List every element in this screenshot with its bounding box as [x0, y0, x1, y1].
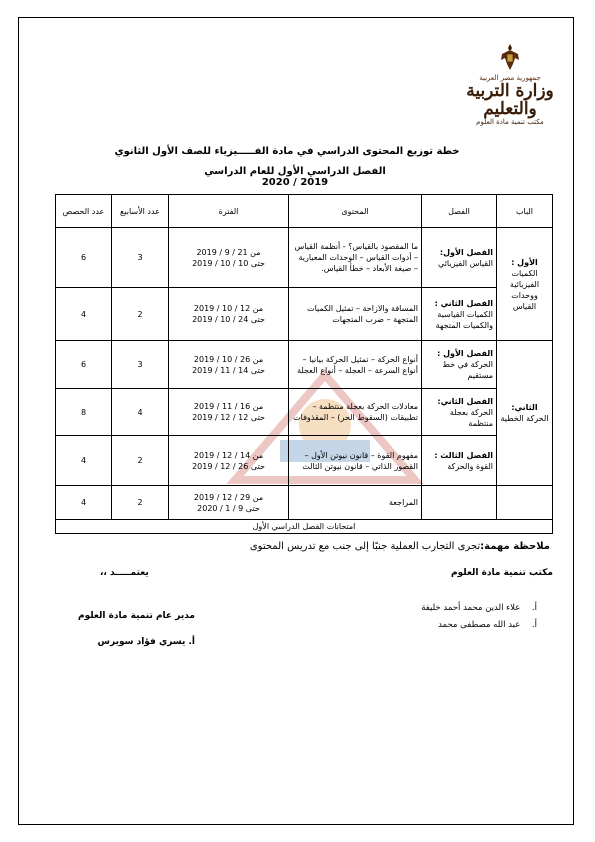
weeks-cell: 3	[112, 228, 169, 288]
header-chapter: الفصل	[422, 195, 497, 228]
note-label: ملاحظة مهمة:	[480, 541, 550, 552]
member-name: علاء الدين محمد أحمد خليفة	[421, 603, 521, 613]
distribution-table	[55, 194, 553, 534]
period-from: من 26 / 10 / 2019	[193, 354, 264, 364]
office-signature: مكتب تنمية مادة العلوم	[451, 568, 553, 578]
classes-cell: 6	[56, 228, 112, 288]
weeks-cell: 4	[112, 389, 169, 436]
period-cell	[169, 486, 289, 520]
exams-cell: امتحانات الفصل الدراسي الأول	[56, 520, 553, 534]
classes-cell: 6	[56, 341, 112, 389]
eagle-emblem-icon	[499, 42, 521, 72]
header-unit: الباب	[497, 195, 553, 228]
weeks-cell: 2	[112, 288, 169, 341]
page-title: خطة توزيع المحتوى الدراسي في مادة الفـــــيزياء للصف الأول الثانوي	[114, 146, 460, 157]
chapter-cell	[422, 288, 497, 341]
chapter-title: الفصل الأول :	[437, 349, 493, 358]
period-cell	[169, 288, 289, 341]
ministry-logo	[455, 42, 565, 137]
member-prefix: أ.	[531, 620, 537, 630]
period-from: من 14 / 12 / 2019	[193, 450, 264, 460]
classes-cell: 4	[56, 288, 112, 341]
classes-cell: 8	[56, 389, 112, 436]
members-list	[421, 600, 537, 634]
table-row	[56, 288, 553, 341]
period-to: حتى 24 / 10 / 2019	[192, 315, 265, 324]
chapter-cell	[422, 436, 497, 486]
chapter-title: الفصل الأول:	[439, 247, 493, 257]
page-subtitle: الفصل الدراسي الأول للعام الدراسي 2019 / 2020	[204, 166, 386, 188]
content-cell: ما المقصود بالقياس؟ - أنظمة القياس – أدوات القياس – الوحدات المعيارية – صيغة الأبعاد – خطأ القياس.	[289, 228, 422, 288]
weeks-cell: 2	[112, 486, 169, 520]
period-from: من 16 / 11 / 2019	[193, 402, 264, 411]
content-cell: المسافة والازاحة – تمثيل الكميات المتجهة – ضرب المتجهات	[289, 288, 422, 341]
chapter-cell	[422, 341, 497, 389]
logo-ministry: وزارة التربية والتعليم	[466, 81, 554, 119]
chapter-name: الكميات القياسية والكميات المتجهة	[435, 309, 493, 330]
chapter-title: الفصل الثالث :	[434, 450, 493, 460]
unit-name: الكميات الفيزيائية ووحدات القياس	[509, 268, 540, 311]
period-cell	[169, 341, 289, 389]
logo-office: مكتب تنمية مادة العلوم	[476, 118, 544, 126]
period-to: حتى 10 / 10 / 2019	[192, 258, 265, 268]
important-note	[250, 541, 550, 552]
chapter-name: القوة والحركة	[447, 461, 493, 471]
chapter-cell	[422, 389, 497, 436]
table-row	[56, 486, 553, 520]
chapter-cell	[422, 228, 497, 288]
content-cell: مفهوم القوة – قانون نيوتن الأول – القصور الذاتي – قانون نيوتن الثالث	[289, 436, 422, 486]
period-to: حتى 26 / 12 / 2019	[192, 461, 265, 471]
period-from: من 29 / 12 / 2019	[193, 492, 264, 502]
table-row	[56, 228, 553, 288]
period-cell	[169, 389, 289, 436]
chapter-title: الفصل الثاني :	[434, 298, 493, 308]
weeks-cell: 2	[112, 436, 169, 486]
logo-country: جمهورية مصر العربية	[479, 74, 541, 82]
unit-cell	[497, 228, 553, 341]
chapter-name: الحركة في خط مستقيم	[442, 360, 493, 380]
unit-name: الحركة الخطية	[500, 414, 549, 423]
chapter-title: الفصل الثاني:	[437, 396, 493, 406]
approval-label: يعتمـــــد ،،	[100, 568, 149, 578]
header-weeks: عدد الأسابيع	[112, 195, 169, 228]
note-text: تجرى التجارب العملية جنبًا إلى جنب مع تدريس المحتوى	[249, 541, 481, 552]
director-title: مدير عام تنمية مادة العلوم	[78, 611, 195, 621]
content-cell: أنواع الحركة – تمثيل الحركة بيانيا – أنواع السرعة – العجلة – أنواع العجلة	[289, 341, 422, 389]
period-cell	[169, 436, 289, 486]
table-row	[56, 341, 553, 389]
member-name: عبد الله مصطفى محمد	[438, 620, 521, 630]
unit-cell	[497, 341, 553, 486]
list-item	[421, 600, 537, 617]
content-cell: المراجعة	[289, 486, 422, 520]
header-content: المحتوى	[289, 195, 422, 228]
chapter-name: الحركة بعجلة منتظمة	[449, 407, 493, 428]
director-block	[78, 603, 195, 655]
list-item	[421, 617, 537, 634]
exams-row	[56, 520, 553, 534]
period-from: من 12 / 10 / 2019	[193, 304, 264, 313]
unit-title: الأول :	[511, 257, 538, 267]
period-to: حتى 14 / 11 / 2019	[192, 365, 265, 375]
unit-cell	[497, 486, 553, 520]
director-name: أ. يسري فؤاد سويرس	[97, 637, 195, 647]
classes-cell: 4	[56, 486, 112, 520]
period-to: حتى 9 / 1 / 2020	[197, 503, 260, 513]
table-row	[56, 436, 553, 486]
header-classes: عدد الحصص	[56, 195, 112, 228]
member-prefix: أ.	[531, 603, 537, 613]
period-cell	[169, 228, 289, 288]
weeks-cell: 3	[112, 341, 169, 389]
chapter-cell	[422, 486, 497, 520]
table-header-row	[56, 195, 553, 228]
unit-title: الثاني:	[511, 403, 538, 412]
period-from: من 21 / 9 / 2019	[196, 247, 261, 257]
chapter-name: القياس الفيزيائي	[438, 258, 493, 268]
classes-cell: 4	[56, 436, 112, 486]
table-row	[56, 389, 553, 436]
content-cell: معادلات الحركة بعجلة منتظمة – تطبيقات (السقوط الحر) – المقذوفات	[289, 389, 422, 436]
period-to: حتى 12 / 12 / 2019	[192, 413, 265, 422]
header-period: الفترة	[169, 195, 289, 228]
